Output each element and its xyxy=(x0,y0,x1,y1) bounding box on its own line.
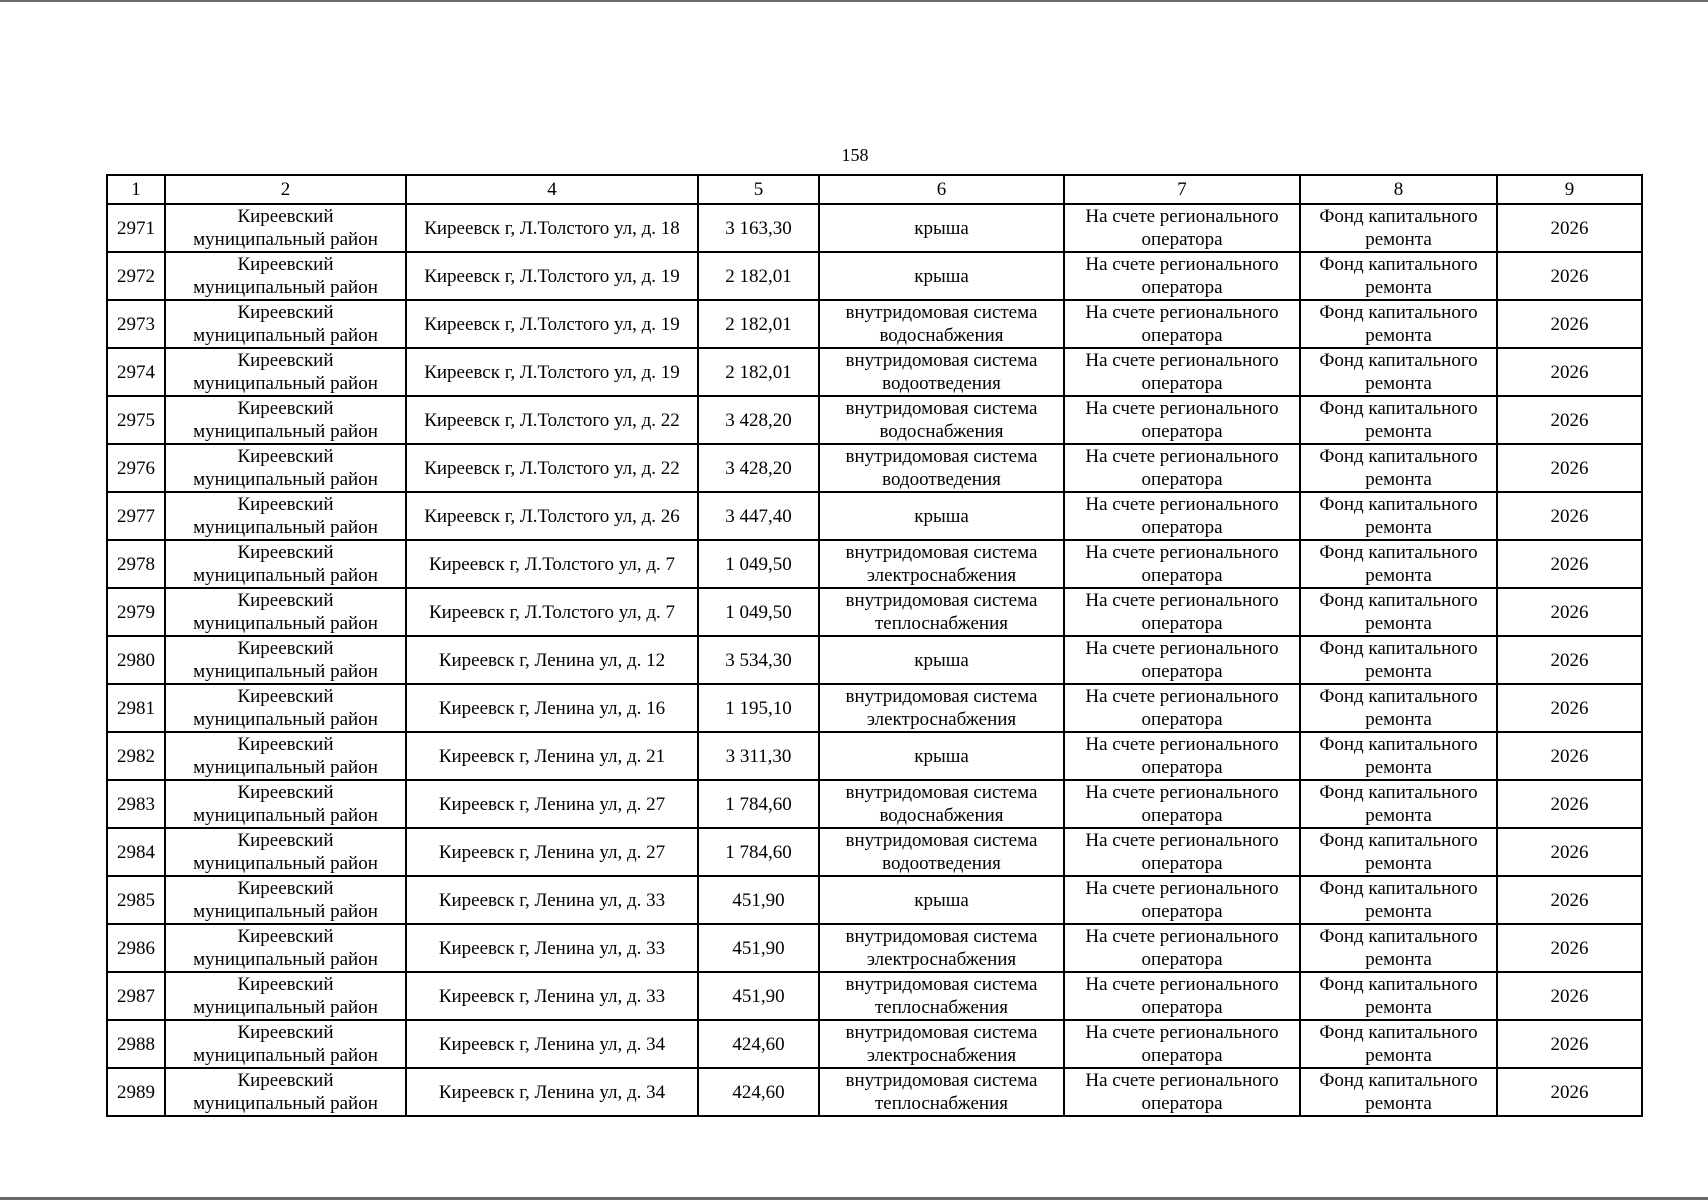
table-row xyxy=(107,1020,1642,1068)
table-row xyxy=(107,636,1642,684)
fund-account-cell: На счете регионального оператора xyxy=(1064,444,1300,492)
column-header: 2 xyxy=(165,175,406,204)
area-cell: 1 049,50 xyxy=(698,540,819,588)
area-cell: 3 447,40 xyxy=(698,492,819,540)
municipality-cell: Киреевский муниципальный район xyxy=(165,1020,406,1068)
year-cell: 2026 xyxy=(1497,780,1642,828)
table-row xyxy=(107,396,1642,444)
funding-source-cell: Фонд капитального ремонта xyxy=(1300,540,1497,588)
row-number-cell: 2975 xyxy=(107,396,165,444)
municipality-cell: Киреевский муниципальный район xyxy=(165,540,406,588)
table-row xyxy=(107,348,1642,396)
municipality-cell: Киреевский муниципальный район xyxy=(165,732,406,780)
area-cell: 3 428,20 xyxy=(698,444,819,492)
funding-source-cell: Фонд капитального ремонта xyxy=(1300,876,1497,924)
funding-source-cell: Фонд капитального ремонта xyxy=(1300,828,1497,876)
year-cell: 2026 xyxy=(1497,300,1642,348)
row-number-cell: 2987 xyxy=(107,972,165,1020)
row-number-cell: 2989 xyxy=(107,1068,165,1116)
area-cell: 451,90 xyxy=(698,972,819,1020)
row-number-cell: 2973 xyxy=(107,300,165,348)
address-cell: Киреевск г, Л.Толстого ул, д. 26 xyxy=(406,492,698,540)
municipality-cell: Киреевский муниципальный район xyxy=(165,1068,406,1116)
municipality-cell: Киреевский муниципальный район xyxy=(165,972,406,1020)
row-number-cell: 2988 xyxy=(107,1020,165,1068)
area-cell: 2 182,01 xyxy=(698,252,819,300)
year-cell: 2026 xyxy=(1497,1068,1642,1116)
address-cell: Киреевск г, Ленина ул, д. 33 xyxy=(406,924,698,972)
funding-source-cell: Фонд капитального ремонта xyxy=(1300,588,1497,636)
address-cell: Киреевск г, Л.Толстого ул, д. 22 xyxy=(406,396,698,444)
area-cell: 3 534,30 xyxy=(698,636,819,684)
area-cell: 3 163,30 xyxy=(698,204,819,252)
fund-account-cell: На счете регионального оператора xyxy=(1064,588,1300,636)
year-cell: 2026 xyxy=(1497,732,1642,780)
area-cell: 1 049,50 xyxy=(698,588,819,636)
row-number-cell: 2981 xyxy=(107,684,165,732)
row-number-cell: 2986 xyxy=(107,924,165,972)
table-row xyxy=(107,780,1642,828)
scan-edge-top xyxy=(0,0,1708,2)
area-cell: 424,60 xyxy=(698,1068,819,1116)
year-cell: 2026 xyxy=(1497,348,1642,396)
area-cell: 451,90 xyxy=(698,876,819,924)
table-row xyxy=(107,828,1642,876)
row-number-cell: 2982 xyxy=(107,732,165,780)
year-cell: 2026 xyxy=(1497,444,1642,492)
municipality-cell: Киреевский муниципальный район xyxy=(165,924,406,972)
municipality-cell: Киреевский муниципальный район xyxy=(165,204,406,252)
work-type-cell: крыша xyxy=(819,204,1064,252)
fund-account-cell: На счете регионального оператора xyxy=(1064,876,1300,924)
table-row xyxy=(107,444,1642,492)
address-cell: Киреевск г, Л.Толстого ул, д. 7 xyxy=(406,540,698,588)
table-header xyxy=(107,175,1642,204)
work-type-cell: внутридомовая система электроснабжения xyxy=(819,1020,1064,1068)
table-row xyxy=(107,252,1642,300)
column-header: 8 xyxy=(1300,175,1497,204)
funding-source-cell: Фонд капитального ремонта xyxy=(1300,348,1497,396)
funding-source-cell: Фонд капитального ремонта xyxy=(1300,1020,1497,1068)
work-type-cell: внутридомовая система электроснабжения xyxy=(819,540,1064,588)
funding-source-cell: Фонд капитального ремонта xyxy=(1300,924,1497,972)
area-cell: 451,90 xyxy=(698,924,819,972)
address-cell: Киреевск г, Л.Толстого ул, д. 7 xyxy=(406,588,698,636)
year-cell: 2026 xyxy=(1497,636,1642,684)
municipality-cell: Киреевский муниципальный район xyxy=(165,492,406,540)
work-type-cell: крыша xyxy=(819,876,1064,924)
fund-account-cell: На счете регионального оператора xyxy=(1064,780,1300,828)
column-header: 7 xyxy=(1064,175,1300,204)
page-number: 158 xyxy=(841,145,869,165)
address-cell: Киреевск г, Ленина ул, д. 16 xyxy=(406,684,698,732)
area-cell: 2 182,01 xyxy=(698,300,819,348)
table-row xyxy=(107,876,1642,924)
fund-account-cell: На счете регионального оператора xyxy=(1064,252,1300,300)
fund-account-cell: На счете регионального оператора xyxy=(1064,348,1300,396)
funding-source-cell: Фонд капитального ремонта xyxy=(1300,252,1497,300)
area-cell: 1 784,60 xyxy=(698,828,819,876)
area-cell: 2 182,01 xyxy=(698,348,819,396)
address-cell: Киреевск г, Ленина ул, д. 34 xyxy=(406,1020,698,1068)
table-row xyxy=(107,588,1642,636)
address-cell: Киреевск г, Ленина ул, д. 27 xyxy=(406,780,698,828)
address-cell: Киреевск г, Ленина ул, д. 12 xyxy=(406,636,698,684)
row-number-cell: 2978 xyxy=(107,540,165,588)
fund-account-cell: На счете регионального оператора xyxy=(1064,636,1300,684)
work-type-cell: внутридомовая система водоснабжения xyxy=(819,780,1064,828)
funding-source-cell: Фонд капитального ремонта xyxy=(1300,780,1497,828)
year-cell: 2026 xyxy=(1497,396,1642,444)
column-header: 6 xyxy=(819,175,1064,204)
address-cell: Киреевск г, Ленина ул, д. 34 xyxy=(406,1068,698,1116)
municipality-cell: Киреевский муниципальный район xyxy=(165,252,406,300)
year-cell: 2026 xyxy=(1497,876,1642,924)
address-cell: Киреевск г, Л.Толстого ул, д. 22 xyxy=(406,444,698,492)
work-type-cell: крыша xyxy=(819,636,1064,684)
address-cell: Киреевск г, Ленина ул, д. 27 xyxy=(406,828,698,876)
work-type-cell: внутридомовая система теплоснабжения xyxy=(819,972,1064,1020)
year-cell: 2026 xyxy=(1497,828,1642,876)
year-cell: 2026 xyxy=(1497,492,1642,540)
row-number-cell: 2985 xyxy=(107,876,165,924)
table-row xyxy=(107,732,1642,780)
row-number-cell: 2979 xyxy=(107,588,165,636)
table-row xyxy=(107,684,1642,732)
year-cell: 2026 xyxy=(1497,252,1642,300)
header-row xyxy=(107,175,1642,204)
funding-source-cell: Фонд капитального ремонта xyxy=(1300,1068,1497,1116)
funding-source-cell: Фонд капитального ремонта xyxy=(1300,444,1497,492)
funding-source-cell: Фонд капитального ремонта xyxy=(1300,300,1497,348)
address-cell: Киреевск г, Л.Толстого ул, д. 19 xyxy=(406,348,698,396)
year-cell: 2026 xyxy=(1497,588,1642,636)
area-cell: 3 311,30 xyxy=(698,732,819,780)
row-number-cell: 2972 xyxy=(107,252,165,300)
fund-account-cell: На счете регионального оператора xyxy=(1064,924,1300,972)
register-table xyxy=(106,174,1643,1117)
municipality-cell: Киреевский муниципальный район xyxy=(165,876,406,924)
fund-account-cell: На счете регионального оператора xyxy=(1064,396,1300,444)
work-type-cell: внутридомовая система водоснабжения xyxy=(819,396,1064,444)
municipality-cell: Киреевский муниципальный район xyxy=(165,588,406,636)
fund-account-cell: На счете регионального оператора xyxy=(1064,972,1300,1020)
fund-account-cell: На счете регионального оператора xyxy=(1064,684,1300,732)
year-cell: 2026 xyxy=(1497,684,1642,732)
work-type-cell: внутридомовая система водоотведения xyxy=(819,828,1064,876)
municipality-cell: Киреевский муниципальный район xyxy=(165,444,406,492)
fund-account-cell: На счете регионального оператора xyxy=(1064,732,1300,780)
row-number-cell: 2980 xyxy=(107,636,165,684)
address-cell: Киреевск г, Л.Толстого ул, д. 19 xyxy=(406,300,698,348)
fund-account-cell: На счете регионального оператора xyxy=(1064,492,1300,540)
address-cell: Киреевск г, Ленина ул, д. 33 xyxy=(406,876,698,924)
funding-source-cell: Фонд капитального ремонта xyxy=(1300,396,1497,444)
year-cell: 2026 xyxy=(1497,924,1642,972)
municipality-cell: Киреевский муниципальный район xyxy=(165,396,406,444)
fund-account-cell: На счете регионального оператора xyxy=(1064,540,1300,588)
funding-source-cell: Фонд капитального ремонта xyxy=(1300,204,1497,252)
table-body xyxy=(107,204,1642,1116)
area-cell: 424,60 xyxy=(698,1020,819,1068)
funding-source-cell: Фонд капитального ремонта xyxy=(1300,492,1497,540)
funding-source-cell: Фонд капитального ремонта xyxy=(1300,684,1497,732)
row-number-cell: 2974 xyxy=(107,348,165,396)
work-type-cell: внутридомовая система электроснабжения xyxy=(819,684,1064,732)
work-type-cell: внутридомовая система теплоснабжения xyxy=(819,588,1064,636)
table-row xyxy=(107,924,1642,972)
fund-account-cell: На счете регионального оператора xyxy=(1064,1020,1300,1068)
funding-source-cell: Фонд капитального ремонта xyxy=(1300,732,1497,780)
municipality-cell: Киреевский муниципальный район xyxy=(165,684,406,732)
municipality-cell: Киреевский муниципальный район xyxy=(165,300,406,348)
table-row xyxy=(107,540,1642,588)
work-type-cell: внутридомовая система электроснабжения xyxy=(819,924,1064,972)
area-cell: 3 428,20 xyxy=(698,396,819,444)
column-header: 9 xyxy=(1497,175,1642,204)
work-type-cell: крыша xyxy=(819,732,1064,780)
table-row xyxy=(107,972,1642,1020)
row-number-cell: 2977 xyxy=(107,492,165,540)
address-cell: Киреевск г, Ленина ул, д. 33 xyxy=(406,972,698,1020)
column-header: 4 xyxy=(406,175,698,204)
funding-source-cell: Фонд капитального ремонта xyxy=(1300,972,1497,1020)
work-type-cell: крыша xyxy=(819,252,1064,300)
column-header: 1 xyxy=(107,175,165,204)
row-number-cell: 2984 xyxy=(107,828,165,876)
fund-account-cell: На счете регионального оператора xyxy=(1064,828,1300,876)
work-type-cell: крыша xyxy=(819,492,1064,540)
fund-account-cell: На счете регионального оператора xyxy=(1064,1068,1300,1116)
fund-account-cell: На счете регионального оператора xyxy=(1064,204,1300,252)
work-type-cell: внутридомовая система водоотведения xyxy=(819,348,1064,396)
table-row xyxy=(107,492,1642,540)
row-number-cell: 2971 xyxy=(107,204,165,252)
row-number-cell: 2976 xyxy=(107,444,165,492)
work-type-cell: внутридомовая система водоотведения xyxy=(819,444,1064,492)
year-cell: 2026 xyxy=(1497,540,1642,588)
address-cell: Киреевск г, Л.Толстого ул, д. 19 xyxy=(406,252,698,300)
area-cell: 1 195,10 xyxy=(698,684,819,732)
municipality-cell: Киреевский муниципальный район xyxy=(165,348,406,396)
municipality-cell: Киреевский муниципальный район xyxy=(165,828,406,876)
funding-source-cell: Фонд капитального ремонта xyxy=(1300,636,1497,684)
year-cell: 2026 xyxy=(1497,972,1642,1020)
address-cell: Киреевск г, Л.Толстого ул, д. 18 xyxy=(406,204,698,252)
municipality-cell: Киреевский муниципальный район xyxy=(165,636,406,684)
municipality-cell: Киреевский муниципальный район xyxy=(165,780,406,828)
work-type-cell: внутридомовая система водоснабжения xyxy=(819,300,1064,348)
table-row xyxy=(107,1068,1642,1116)
column-header: 5 xyxy=(698,175,819,204)
year-cell: 2026 xyxy=(1497,1020,1642,1068)
address-cell: Киреевск г, Ленина ул, д. 21 xyxy=(406,732,698,780)
fund-account-cell: На счете регионального оператора xyxy=(1064,300,1300,348)
year-cell: 2026 xyxy=(1497,204,1642,252)
table-row xyxy=(107,204,1642,252)
table-row xyxy=(107,300,1642,348)
row-number-cell: 2983 xyxy=(107,780,165,828)
area-cell: 1 784,60 xyxy=(698,780,819,828)
work-type-cell: внутридомовая система теплоснабжения xyxy=(819,1068,1064,1116)
